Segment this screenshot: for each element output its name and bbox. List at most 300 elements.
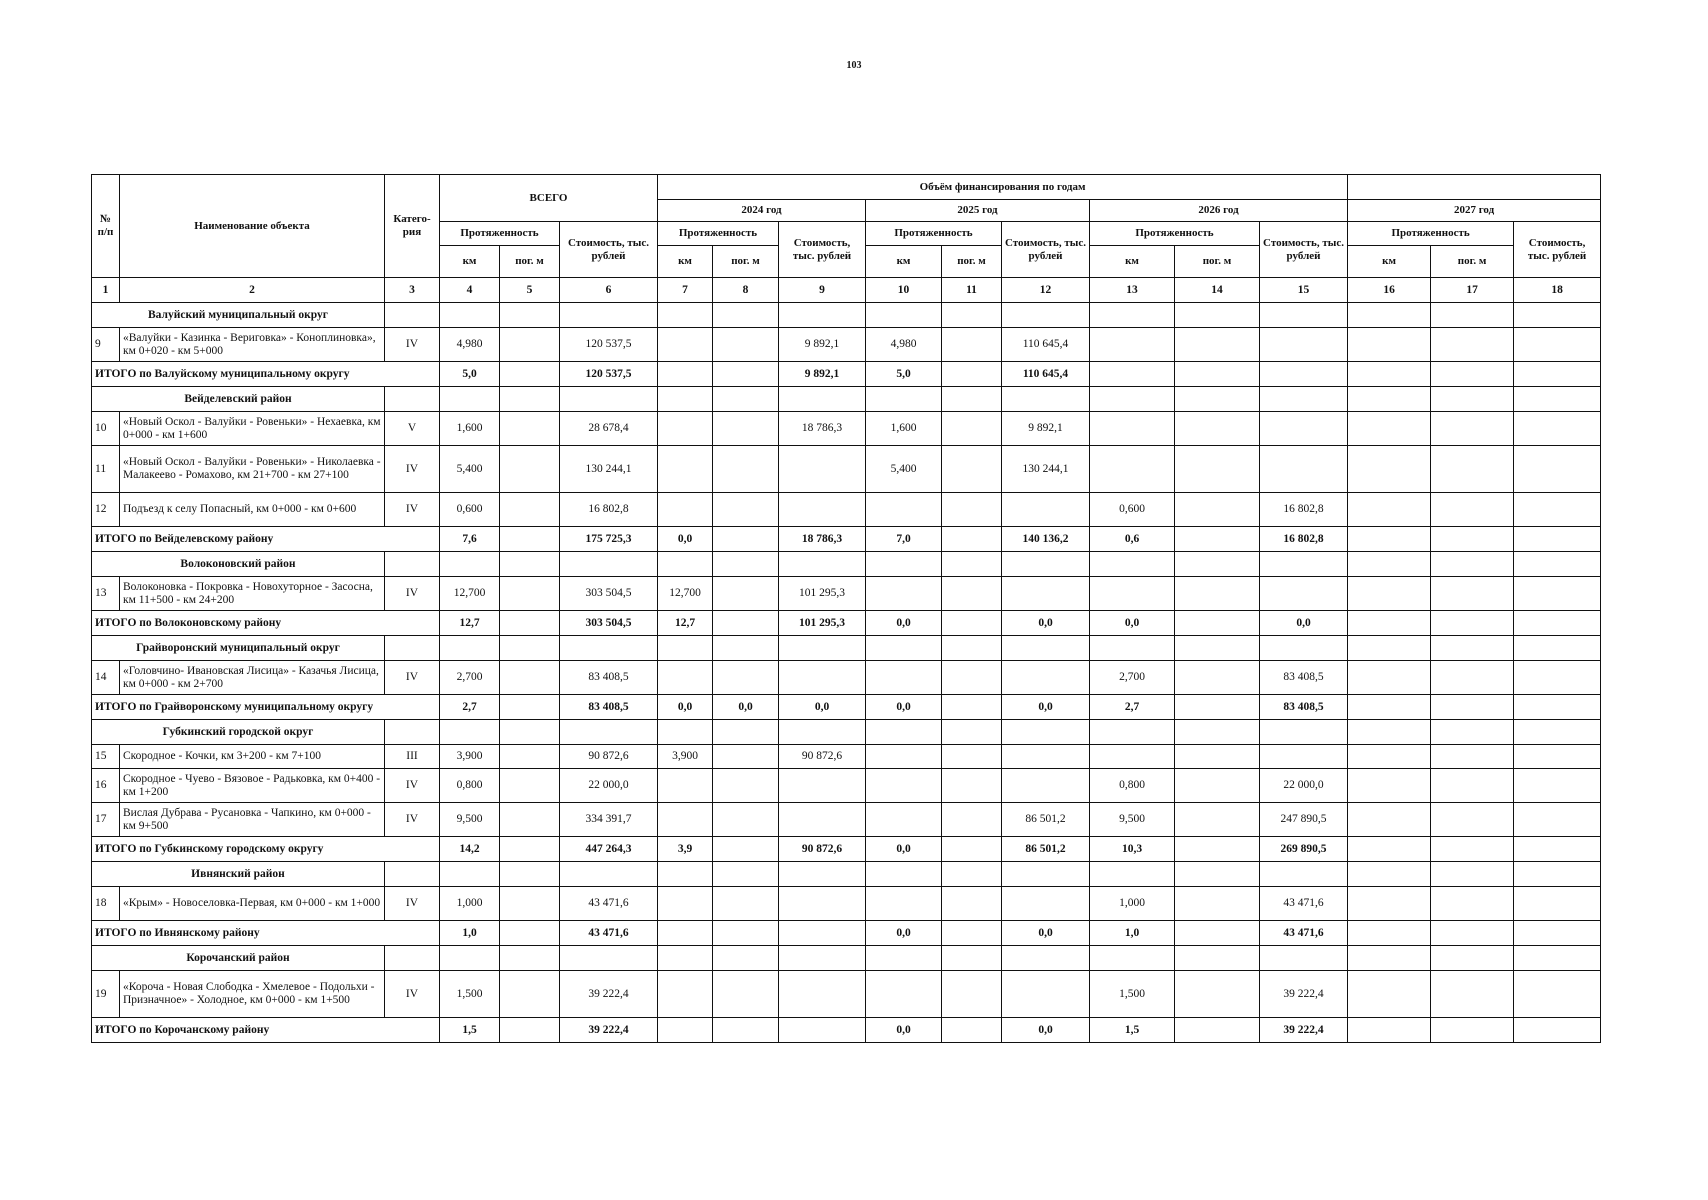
value-cell	[1175, 412, 1260, 446]
empty-cell	[1260, 387, 1348, 412]
total-value-cell	[1431, 1018, 1514, 1043]
empty-cell	[560, 387, 658, 412]
total-row	[92, 611, 1601, 636]
total-value-cell: 43 471,6	[1260, 921, 1348, 946]
total-value-cell	[1348, 695, 1431, 720]
value-cell	[1514, 803, 1601, 837]
value-cell: 90 872,6	[779, 745, 866, 769]
total-row	[92, 921, 1601, 946]
empty-cell	[866, 387, 942, 412]
value-cell: 1,500	[440, 971, 500, 1018]
empty-cell	[866, 552, 942, 577]
header-pogm: пог. м	[942, 246, 1002, 278]
header-blank	[1348, 175, 1601, 200]
value-cell	[942, 577, 1002, 611]
empty-cell	[942, 387, 1002, 412]
value-cell	[713, 887, 779, 921]
total-value-cell	[1431, 611, 1514, 636]
empty-cell	[942, 552, 1002, 577]
total-row	[92, 362, 1601, 387]
value-cell	[1260, 328, 1348, 362]
value-cell	[1514, 577, 1601, 611]
total-value-cell	[1431, 921, 1514, 946]
empty-cell	[1348, 946, 1431, 971]
value-cell	[1175, 745, 1260, 769]
value-cell	[1431, 412, 1514, 446]
value-cell	[1175, 661, 1260, 695]
empty-cell	[1090, 862, 1175, 887]
value-cell	[1348, 328, 1431, 362]
value-cell	[1002, 745, 1090, 769]
object-name: Скородное - Кочки, км 3+200 - км 7+100	[120, 745, 385, 769]
row-index: 16	[92, 769, 120, 803]
value-cell	[779, 446, 866, 493]
total-value-cell	[500, 611, 560, 636]
empty-cell	[1431, 862, 1514, 887]
value-cell: 2,700	[1090, 661, 1175, 695]
empty-cell	[942, 720, 1002, 745]
total-value-cell: 12,7	[440, 611, 500, 636]
total-value-cell: 7,6	[440, 527, 500, 552]
column-number: 11	[942, 278, 1002, 303]
total-value-cell	[1348, 1018, 1431, 1043]
region-row	[92, 636, 1601, 661]
header-year-2024: 2024 год	[658, 200, 866, 222]
empty-cell	[500, 862, 560, 887]
value-cell	[779, 803, 866, 837]
table-row	[92, 803, 1601, 837]
empty-cell	[385, 862, 440, 887]
total-value-cell: 303 504,5	[560, 611, 658, 636]
empty-cell	[560, 636, 658, 661]
empty-cell	[1090, 387, 1175, 412]
value-cell	[779, 493, 866, 527]
total-value-cell: 101 295,3	[779, 611, 866, 636]
category-cell: III	[385, 745, 440, 769]
total-value-cell	[1431, 695, 1514, 720]
value-cell	[500, 493, 560, 527]
empty-cell	[500, 636, 560, 661]
total-label: ИТОГО по Волоконовскому району	[92, 611, 440, 636]
total-value-cell: 0,0	[1002, 1018, 1090, 1043]
value-cell: 0,800	[1090, 769, 1175, 803]
empty-cell	[942, 862, 1002, 887]
value-cell: 1,500	[1090, 971, 1175, 1018]
empty-cell	[1514, 552, 1601, 577]
value-cell: 90 872,6	[560, 745, 658, 769]
total-value-cell	[713, 921, 779, 946]
total-value-cell	[1348, 611, 1431, 636]
empty-cell	[1431, 552, 1514, 577]
empty-cell	[440, 862, 500, 887]
value-cell: 16 802,8	[1260, 493, 1348, 527]
total-value-cell	[1175, 611, 1260, 636]
row-index: 14	[92, 661, 120, 695]
value-cell	[658, 971, 713, 1018]
total-value-cell	[713, 527, 779, 552]
value-cell	[1348, 745, 1431, 769]
empty-cell	[779, 303, 866, 328]
header-pogm: пог. м	[713, 246, 779, 278]
value-cell	[713, 446, 779, 493]
value-cell	[1431, 887, 1514, 921]
value-cell: 9,500	[1090, 803, 1175, 837]
total-value-cell	[779, 1018, 866, 1043]
empty-cell	[658, 720, 713, 745]
value-cell	[1260, 412, 1348, 446]
header-km: км	[440, 246, 500, 278]
value-cell	[942, 446, 1002, 493]
object-name: «Короча - Новая Слободка - Хмелевое - Подольхи - Призначное» - Холодное, км 0+000 - км 1+500	[120, 971, 385, 1018]
total-value-cell: 10,3	[1090, 837, 1175, 862]
header-km: км	[1348, 246, 1431, 278]
table-row	[92, 577, 1601, 611]
value-cell	[1431, 745, 1514, 769]
empty-cell	[385, 720, 440, 745]
empty-cell	[1175, 862, 1260, 887]
value-cell	[866, 661, 942, 695]
total-label: ИТОГО по Губкинскому городскому округу	[92, 837, 440, 862]
empty-cell	[779, 720, 866, 745]
header-length: Протяженность	[866, 222, 1002, 246]
empty-cell	[866, 946, 942, 971]
total-value-cell	[1514, 695, 1601, 720]
header-cost: Стоимость, тыс. рублей	[779, 222, 866, 278]
value-cell	[1348, 803, 1431, 837]
total-value-cell	[500, 362, 560, 387]
empty-cell	[1348, 387, 1431, 412]
row-index: 15	[92, 745, 120, 769]
value-cell: 4,980	[866, 328, 942, 362]
row-index: 9	[92, 328, 120, 362]
total-value-cell	[1514, 921, 1601, 946]
total-value-cell	[1175, 1018, 1260, 1043]
total-value-cell	[713, 611, 779, 636]
value-cell	[866, 887, 942, 921]
value-cell	[500, 887, 560, 921]
total-value-cell	[942, 362, 1002, 387]
empty-cell	[713, 552, 779, 577]
empty-cell	[1514, 387, 1601, 412]
object-name: Волоконовка - Покровка - Новохуторное - Засосна, км 11+500 - км 24+200	[120, 577, 385, 611]
value-cell	[942, 412, 1002, 446]
total-value-cell: 0,0	[658, 695, 713, 720]
value-cell	[1002, 493, 1090, 527]
financing-table	[91, 174, 1601, 1043]
total-value-cell	[1514, 362, 1601, 387]
header-km: км	[658, 246, 713, 278]
value-cell: 3,900	[440, 745, 500, 769]
value-cell: 16 802,8	[560, 493, 658, 527]
total-value-cell	[1348, 837, 1431, 862]
value-cell	[942, 971, 1002, 1018]
table-header	[92, 175, 1601, 303]
value-cell: 110 645,4	[1002, 328, 1090, 362]
category-cell: IV	[385, 446, 440, 493]
header-total: ВСЕГО	[440, 175, 658, 222]
total-label: ИТОГО по Вейделевскому району	[92, 527, 440, 552]
empty-cell	[1002, 303, 1090, 328]
value-cell	[1514, 412, 1601, 446]
value-cell	[942, 661, 1002, 695]
value-cell	[1260, 577, 1348, 611]
empty-cell	[1431, 946, 1514, 971]
category-cell: IV	[385, 887, 440, 921]
empty-cell	[1090, 303, 1175, 328]
total-value-cell: 12,7	[658, 611, 713, 636]
value-cell	[1431, 971, 1514, 1018]
column-number: 5	[500, 278, 560, 303]
value-cell: 2,700	[440, 661, 500, 695]
total-value-cell: 7,0	[866, 527, 942, 552]
total-value-cell	[1175, 527, 1260, 552]
value-cell: 28 678,4	[560, 412, 658, 446]
value-cell	[1431, 493, 1514, 527]
total-value-cell: 1,5	[440, 1018, 500, 1043]
value-cell	[500, 803, 560, 837]
value-cell	[1348, 493, 1431, 527]
value-cell: 3,900	[658, 745, 713, 769]
header-name: Наименование объекта	[120, 175, 385, 278]
column-number: 1	[92, 278, 120, 303]
header-year-2027: 2027 год	[1348, 200, 1601, 222]
total-value-cell: 39 222,4	[560, 1018, 658, 1043]
value-cell	[1348, 971, 1431, 1018]
region-row	[92, 552, 1601, 577]
header-pogm: пог. м	[1431, 246, 1514, 278]
total-value-cell: 83 408,5	[560, 695, 658, 720]
empty-cell	[1175, 636, 1260, 661]
total-value-cell: 0,0	[779, 695, 866, 720]
total-value-cell: 0,0	[713, 695, 779, 720]
total-value-cell: 0,0	[658, 527, 713, 552]
table-row	[92, 661, 1601, 695]
value-cell	[500, 769, 560, 803]
empty-cell	[942, 946, 1002, 971]
empty-cell	[1514, 303, 1601, 328]
total-label: ИТОГО по Грайворонскому муниципальному округу	[92, 695, 440, 720]
empty-cell	[1002, 387, 1090, 412]
empty-cell	[385, 552, 440, 577]
row-index: 19	[92, 971, 120, 1018]
object-name: «Валуйки - Казинка - Вериговка» - Коноплиновка», км 0+020 - км 5+000	[120, 328, 385, 362]
empty-cell	[1090, 720, 1175, 745]
total-value-cell	[658, 362, 713, 387]
empty-cell	[1002, 862, 1090, 887]
header-num: № п/п	[92, 175, 120, 278]
value-cell	[713, 803, 779, 837]
value-cell	[658, 803, 713, 837]
value-cell: 1,600	[440, 412, 500, 446]
value-cell	[1431, 769, 1514, 803]
total-value-cell	[713, 1018, 779, 1043]
object-name: Скородное - Чуево - Вязовое - Радьковка, км 0+400 - км 1+200	[120, 769, 385, 803]
empty-cell	[385, 303, 440, 328]
value-cell	[942, 887, 1002, 921]
header-year-2026: 2026 год	[1090, 200, 1348, 222]
empty-cell	[385, 636, 440, 661]
empty-cell	[440, 387, 500, 412]
empty-cell	[866, 636, 942, 661]
value-cell	[713, 412, 779, 446]
total-value-cell	[1431, 837, 1514, 862]
total-value-cell: 140 136,2	[1002, 527, 1090, 552]
empty-cell	[713, 946, 779, 971]
value-cell: 9 892,1	[1002, 412, 1090, 446]
column-number: 10	[866, 278, 942, 303]
empty-cell	[1175, 946, 1260, 971]
value-cell	[942, 745, 1002, 769]
region-row	[92, 387, 1601, 412]
total-value-cell	[1090, 362, 1175, 387]
total-value-cell: 5,0	[866, 362, 942, 387]
region-row	[92, 946, 1601, 971]
total-value-cell	[942, 611, 1002, 636]
value-cell	[942, 328, 1002, 362]
value-cell	[713, 971, 779, 1018]
empty-cell	[779, 862, 866, 887]
empty-cell	[866, 862, 942, 887]
value-cell: 43 471,6	[560, 887, 658, 921]
header-cost: Стоимость, тыс. рублей	[1002, 222, 1090, 278]
column-number: 14	[1175, 278, 1260, 303]
value-cell	[500, 328, 560, 362]
value-cell	[1431, 577, 1514, 611]
category-cell: IV	[385, 328, 440, 362]
value-cell: 39 222,4	[1260, 971, 1348, 1018]
table-row	[92, 328, 1601, 362]
empty-cell	[560, 720, 658, 745]
value-cell	[713, 745, 779, 769]
value-cell	[1175, 769, 1260, 803]
empty-cell	[1090, 636, 1175, 661]
total-value-cell	[1514, 527, 1601, 552]
value-cell	[1348, 887, 1431, 921]
empty-cell	[779, 636, 866, 661]
empty-cell	[1431, 303, 1514, 328]
value-cell: 247 890,5	[1260, 803, 1348, 837]
total-value-cell: 39 222,4	[1260, 1018, 1348, 1043]
region-name: Ивнянский район	[92, 862, 385, 887]
total-value-cell: 0,0	[1002, 611, 1090, 636]
value-cell	[1175, 971, 1260, 1018]
row-index: 18	[92, 887, 120, 921]
value-cell: 130 244,1	[560, 446, 658, 493]
total-value-cell	[1260, 362, 1348, 387]
empty-cell	[1431, 720, 1514, 745]
empty-cell	[385, 946, 440, 971]
total-value-cell: 1,0	[440, 921, 500, 946]
empty-cell	[1260, 720, 1348, 745]
value-cell	[500, 661, 560, 695]
total-value-cell	[1348, 362, 1431, 387]
empty-cell	[440, 636, 500, 661]
column-number: 13	[1090, 278, 1175, 303]
value-cell	[1514, 769, 1601, 803]
empty-cell	[1348, 552, 1431, 577]
value-cell	[866, 971, 942, 1018]
empty-cell	[713, 720, 779, 745]
total-value-cell	[500, 837, 560, 862]
column-number: 2	[120, 278, 385, 303]
total-value-cell	[942, 695, 1002, 720]
value-cell: 83 408,5	[560, 661, 658, 695]
value-cell	[1514, 446, 1601, 493]
total-value-cell: 110 645,4	[1002, 362, 1090, 387]
value-cell: 1,000	[1090, 887, 1175, 921]
total-value-cell	[1431, 527, 1514, 552]
empty-cell	[1260, 862, 1348, 887]
total-value-cell: 0,0	[1002, 921, 1090, 946]
header-cost: Стоимость, тыс. рублей	[1514, 222, 1601, 278]
header-financing: Объём финансирования по годам	[658, 175, 1348, 200]
empty-cell	[440, 946, 500, 971]
region-name: Грайворонский муниципальный округ	[92, 636, 385, 661]
value-cell: 43 471,6	[1260, 887, 1348, 921]
region-row	[92, 862, 1601, 887]
total-value-cell: 18 786,3	[779, 527, 866, 552]
value-cell	[1348, 412, 1431, 446]
total-value-cell: 0,6	[1090, 527, 1175, 552]
empty-cell	[658, 862, 713, 887]
empty-cell	[713, 387, 779, 412]
value-cell: 9,500	[440, 803, 500, 837]
empty-cell	[1348, 720, 1431, 745]
total-row	[92, 1018, 1601, 1043]
column-number-row	[92, 278, 1601, 303]
empty-cell	[385, 387, 440, 412]
total-value-cell	[1514, 1018, 1601, 1043]
total-value-cell: 1,0	[1090, 921, 1175, 946]
total-value-cell: 0,0	[866, 611, 942, 636]
empty-cell	[1002, 552, 1090, 577]
category-cell: IV	[385, 577, 440, 611]
row-index: 12	[92, 493, 120, 527]
total-value-cell: 120 537,5	[560, 362, 658, 387]
total-value-cell: 269 890,5	[1260, 837, 1348, 862]
total-value-cell	[500, 921, 560, 946]
total-value-cell: 0,0	[1260, 611, 1348, 636]
total-value-cell	[658, 921, 713, 946]
value-cell	[1431, 446, 1514, 493]
header-km: км	[866, 246, 942, 278]
total-value-cell	[1175, 695, 1260, 720]
value-cell	[779, 769, 866, 803]
value-cell	[658, 328, 713, 362]
header-km: км	[1090, 246, 1175, 278]
total-value-cell	[1514, 837, 1601, 862]
value-cell	[1002, 887, 1090, 921]
empty-cell	[942, 303, 1002, 328]
empty-cell	[779, 552, 866, 577]
empty-cell	[1260, 636, 1348, 661]
value-cell	[658, 446, 713, 493]
empty-cell	[658, 387, 713, 412]
total-value-cell: 2,7	[440, 695, 500, 720]
empty-cell	[500, 552, 560, 577]
header-length: Протяженность	[1090, 222, 1260, 246]
value-cell	[1348, 769, 1431, 803]
value-cell	[500, 971, 560, 1018]
value-cell	[658, 412, 713, 446]
empty-cell	[560, 552, 658, 577]
total-value-cell: 9 892,1	[779, 362, 866, 387]
value-cell	[713, 493, 779, 527]
column-number: 6	[560, 278, 658, 303]
region-row	[92, 303, 1601, 328]
empty-cell	[1175, 552, 1260, 577]
table-row	[92, 887, 1601, 921]
